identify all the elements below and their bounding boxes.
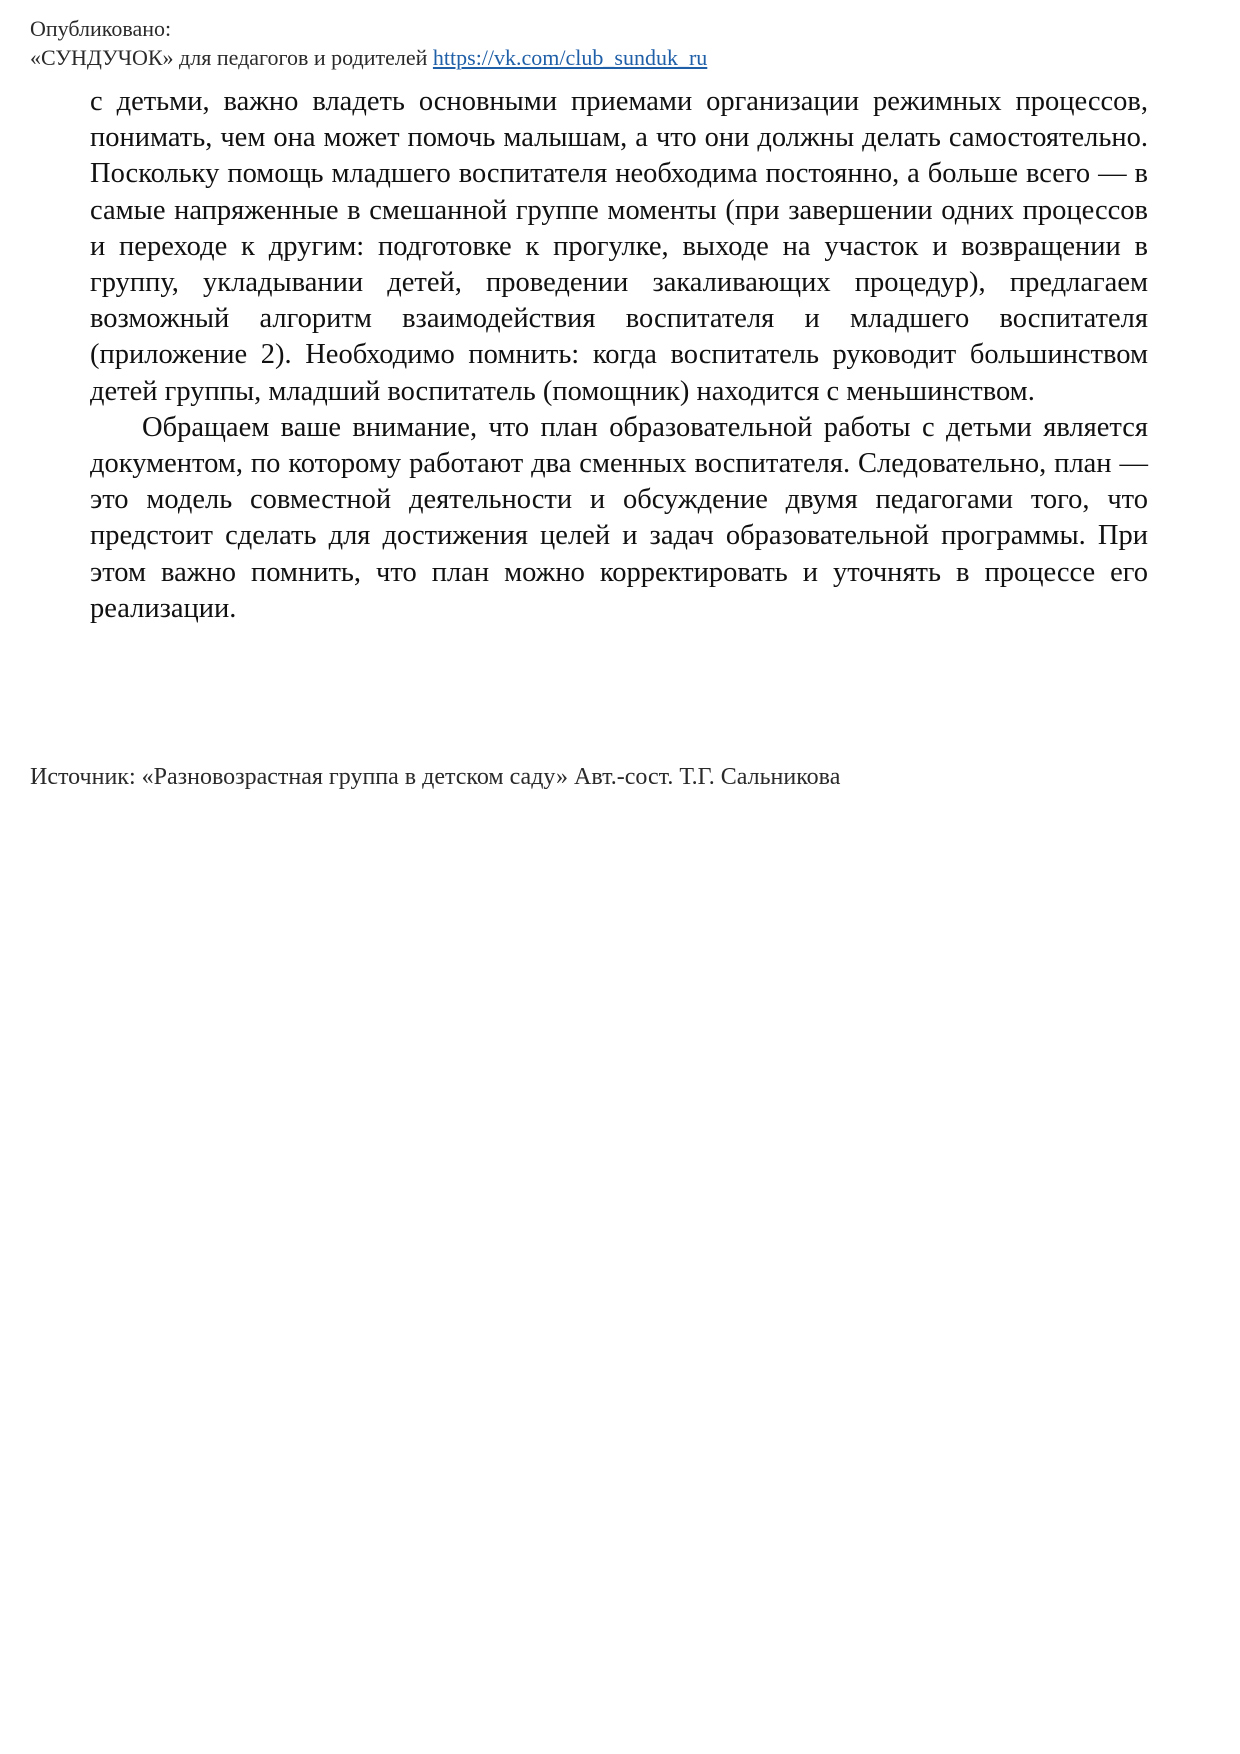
publisher-line — [30, 43, 707, 72]
article-body — [90, 84, 1148, 627]
paragraph-1: с детьми, важно владеть основными приемами организации режимных процессов, понимать, чем она может помочь малышам, а что они должны делать самостоятельно. Поскольку помощь младшего воспитателя необходима постоянно, а больше всего — в самые напряженные в смешанной группе моменты (при завершении одних процессов и переходе к другим: подготовке к прогулке, выходе на участок и возвращении в группу, укладывании детей, проведении закаливающих процедур), предлагаем возможный алгоритм взаимодействия воспитателя и младшего воспитателя (приложение 2). Необходимо помнить: когда воспитатель руководит большинством детей группы, младший воспитатель (помощник) находится с меньшинством. — [90, 86, 1148, 407]
source-citation: Источник: «Разновозрастная группа в детском саду» Авт.-сост. Т.Г. Сальникова — [30, 764, 841, 790]
publisher-text: «СУНДУЧОК» для педагогов и родителей — [30, 45, 428, 70]
published-label: Опубликовано: — [30, 16, 172, 41]
publication-header — [30, 14, 707, 72]
paragraph-2: Обращаем ваше внимание, что план образовательной работы с детьми является документом, по которому работают два сменных воспитателя. Следовательно, план — это модель совместной деятельности и обсуждение двумя педагогами того, что предстоит сделать для достижения целей и задач образовательной программы. При этом важно помнить, что план можно корректировать и уточнять в процессе его реализации. — [90, 411, 1148, 624]
publisher-link[interactable]: https://vk.com/club_sunduk_ru — [432, 45, 708, 70]
